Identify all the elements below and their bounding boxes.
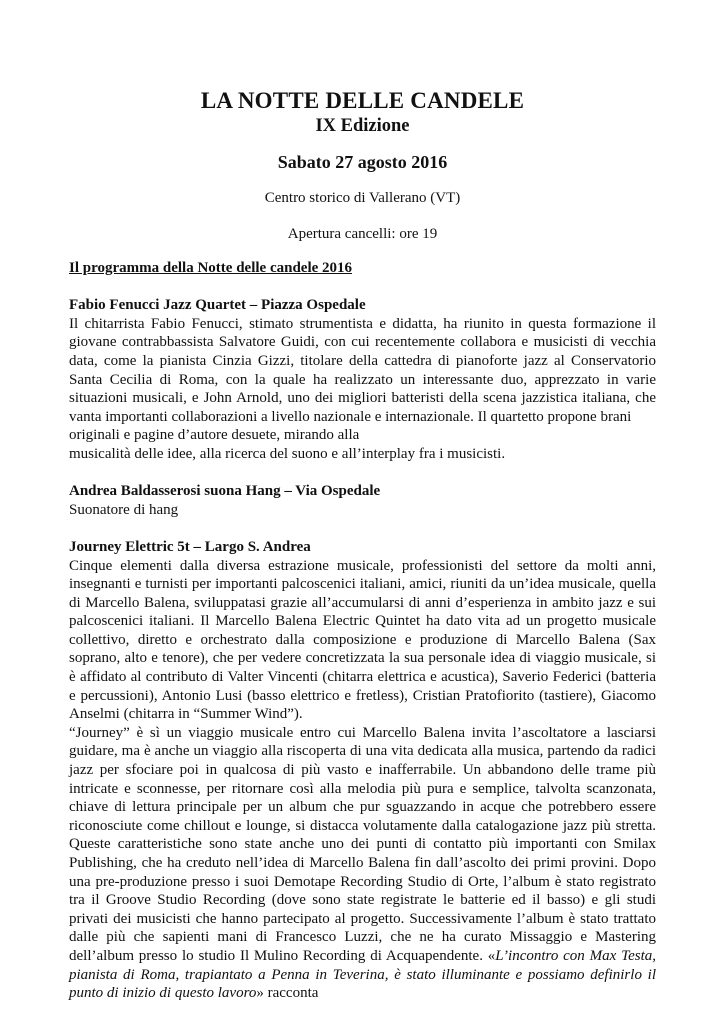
section-heading: Journey Elettric 5t – Largo S. Andrea	[69, 538, 311, 555]
program-content	[69, 259, 656, 1021]
section-paragraph	[69, 724, 656, 1003]
event-date: Sabato 27 agosto 2016	[277, 152, 448, 172]
section-paragraph-line: musicalità delle idee, alla ricerca del suono e all’interplay fra i musicisti.	[69, 445, 506, 462]
section-paragraph: Cinque elementi dalla diversa estrazione musicale, professionisti del settore da molti anni, insegnanti e turnisti per importanti palcoscenici italiani, amici, riuniti da un’idea musicale, quella di Marcello Balena, sviluppatasi grazie all’accumularsi di anni d’esperienza in ambito jazz e sui palcoscenici italiani. Il Marcello Balena Electric Quintet ha dato vita ad un progetto musicale collettivo, diretto e orchestrato dalla composizione e produzione di Marcello Balena (Sax soprano, alto e tenore), che per vedere concretizzata la sua personale idea di viaggio musicale, si è affidato al contributo di Valter Vincenti (chitarra elettrica e acustica), Saverio Federici (batteria e percussioni), Antonio Lusi (basso elettrico e fretless), Cristian Pratofiorito (tastiere), Giacomo Anselmi (chitarra in “Summer Wind”).	[69, 557, 656, 723]
paragraph-text: “Journey” è sì un viaggio musicale entro cui Marcello Balena invita l’ascoltatore a lasciarsi guidare, ma è anche un viaggio alla riscoperta di una vita dedicata alla musica, partendo da radici jazz per sfociare poi in qualcosa di più vasto e inafferrabile. Un abbandono delle trame più intricate e sconnesse, per ritornare così alla melodia più pura e semplice, talvolta scanzonata, chiave di lettura principale per un album che pur sguazzando in acque che potrebbero essere riconosciute come chillout e lounge, si distacca volutamente dalla catalogazione jazz più stretta. Queste caratteristiche sono state anche uno dei punti di contatto più importanti con Smilax Publishing, che ha creduto nell’idea di Marcello Balena fin dall’ascolto dei primi provini. Dopo una pre-produzione presso i suoi Demotape Recording Studio di Orte, l’album è stato registrato tra il Groove Studio Recording (dove sono state registrate le batterie ed il basso) e gli studi privati dei musicisti che hanno partecipato al progetto. Successivamente l’album è stato trattato dalle più che sapienti mani di Francesco Luzzi, che ne ha curato Missaggio e Mastering dell’album presso lo studio Il Mulino Recording di Acquapendente. «	[69, 724, 656, 964]
event-location: Centro storico di Vallerano (VT)	[264, 190, 461, 206]
gate-opening-time: Apertura cancelli: ore 19	[287, 226, 438, 242]
edition-subtitle: IX Edizione	[315, 116, 410, 136]
program-section-baldasserosi	[69, 482, 656, 519]
program-heading: Il programma della Notte delle candele 2016	[69, 260, 353, 276]
section-paragraph: Suonatore di hang	[69, 501, 179, 518]
section-heading: Fabio Fenucci Jazz Quartet – Piazza Ospedale	[69, 297, 366, 314]
program-section-fenucci	[69, 296, 656, 463]
section-paragraph: Il chitarrista Fabio Fenucci, stimato strumentista e didatta, ha riunito in questa formazione il giovane contrabbassista Salvatore Guidi, con cui recentemente collabora e musicisti di vecchia data, come la pianista Cinzia Gizzi, titolare della cattedra di pianoforte jazz al Conservatorio Santa Cecilia di Roma, con la quale ha realizzato un interessante duo, apprezzato in varie situazioni musicali, e John Arnold, uno dei migliori batteristi della scena jazzistica italiana, che vanta importanti collaborazioni a livello nazionale e internazionale. Il quartetto propone brani	[69, 315, 656, 425]
quote-text: L’incontro con Max Testa, pianista di Roma, trapiantato a Penna in Teverina, è stato illuminante e possiamo definirlo il punto di inizio di questo lavoro	[69, 947, 656, 1002]
document-title: LA NOTTE DELLE CANDELE	[200, 88, 525, 113]
program-section-journey	[69, 538, 656, 1003]
paragraph-text-tail: » racconta	[256, 985, 319, 1002]
section-heading: Andrea Baldasserosi suona Hang – Via Ospedale	[69, 483, 381, 500]
section-paragraph-line: originali e pagine d’autore desuete, mirando alla	[69, 427, 360, 444]
